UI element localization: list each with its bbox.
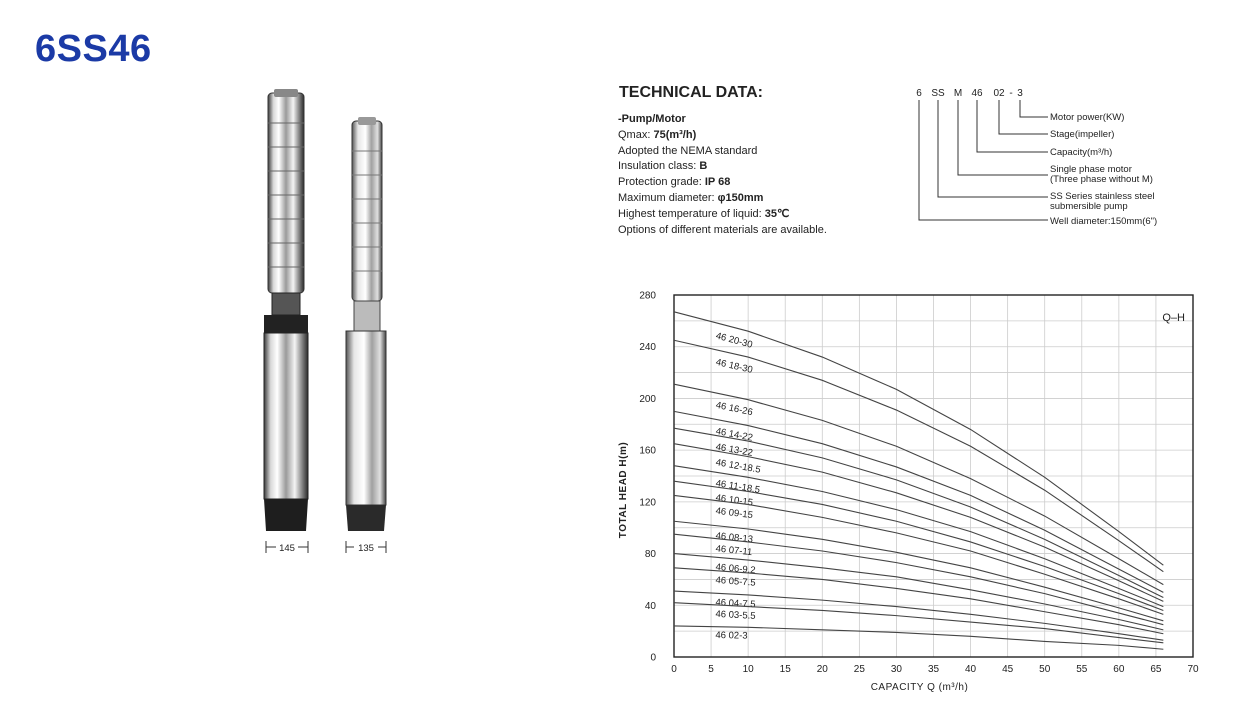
code-part: 46 <box>971 88 983 99</box>
y-axis-label: TOTAL HEAD H(m) <box>618 441 629 539</box>
x-tick-label: 55 <box>1076 664 1088 675</box>
pump-left <box>264 89 308 531</box>
curve-label: 46 02-3 <box>715 630 748 642</box>
code-desc: SS Series stainless steel <box>1050 191 1155 202</box>
code-part: 02 <box>993 88 1005 99</box>
tech-line: Qmax: 75(m³/h) <box>618 128 697 141</box>
code-desc: Well diameter:150mm(6") <box>1050 216 1158 227</box>
x-tick-label: 10 <box>742 664 754 675</box>
x-tick-label: 30 <box>890 664 902 675</box>
curve-label: 46 04-7.5 <box>715 597 756 611</box>
curve-label: 46 09-15 <box>714 505 754 522</box>
y-tick-label: 40 <box>644 600 656 612</box>
x-tick-label: 35 <box>927 664 940 675</box>
dim-left-label: 145 <box>279 543 295 554</box>
dim-right-label: 135 <box>358 543 374 554</box>
code-part: 6 <box>916 88 922 99</box>
x-tick-label: 45 <box>1002 664 1014 675</box>
pump-illustrations <box>250 85 410 565</box>
curve-label: 46 14-22 <box>714 425 754 444</box>
code-part: SS <box>931 88 945 99</box>
page-title: 6SS46 <box>35 28 152 70</box>
technical-heading: -Pump/Motor <box>618 113 686 125</box>
chart-title: Q–H <box>1162 312 1185 324</box>
y-tick-label: 80 <box>644 549 656 561</box>
code-desc: Single phase motor <box>1050 164 1132 175</box>
x-tick-label: 25 <box>853 664 865 675</box>
code-desc: Stage(impeller) <box>1050 129 1115 140</box>
x-tick-label: 70 <box>1187 664 1199 675</box>
curve-label: 46 07-11 <box>715 543 753 559</box>
curve-label: 46 11-18.5 <box>714 478 761 496</box>
code-desc: Capacity(m³/h) <box>1050 147 1113 158</box>
tech-line: Adopted the NEMA standard <box>618 144 758 157</box>
curve-label: 46 05-7.5 <box>715 574 756 589</box>
x-tick-label: 5 <box>708 664 714 675</box>
curve-label: 46 18-30 <box>714 356 754 376</box>
code-part: M <box>953 88 963 99</box>
curve-label: 46 10-15 <box>714 492 754 509</box>
curve-label: 46 06-9.2 <box>715 561 757 577</box>
curve-label: 46 20-30 <box>714 330 754 351</box>
y-tick-label: 160 <box>639 445 656 457</box>
x-tick-label: 0 <box>671 664 677 675</box>
y-tick-label: 280 <box>639 290 656 302</box>
x-tick-label: 20 <box>816 664 828 675</box>
qh-chart <box>600 283 1212 708</box>
x-tick-label: 60 <box>1113 664 1125 675</box>
code-desc: submersible pump <box>1050 201 1128 212</box>
y-tick-label: 200 <box>639 393 656 405</box>
x-tick-label: 50 <box>1039 664 1051 675</box>
code-part: 3 <box>1017 88 1023 99</box>
curve-label: 46 03-5.5 <box>715 608 756 622</box>
tech-line: Highest temperature of liquid: 35℃ <box>618 207 790 220</box>
curve-label: 46 13-22 <box>714 441 754 459</box>
model-code-diagram <box>900 82 1190 232</box>
tech-line: Options of different materials are available. <box>618 223 827 236</box>
x-tick-label: 40 <box>965 664 977 675</box>
technical-title: TECHNICAL DATA: <box>619 84 763 101</box>
curve-label: 46 08-13 <box>715 530 754 546</box>
y-tick-label: 0 <box>650 652 656 664</box>
code-part: - <box>1009 88 1013 99</box>
y-tick-label: 240 <box>639 342 656 354</box>
x-axis-label: CAPACITY Q (m³/h) <box>870 682 969 693</box>
tech-line: Protection grade: IP 68 <box>618 176 731 189</box>
x-tick-label: 15 <box>779 664 791 675</box>
x-tick-label: 65 <box>1150 664 1162 675</box>
tech-line: Maximum diameter: φ150mm <box>618 191 764 204</box>
code-desc: Motor power(KW) <box>1050 112 1125 123</box>
curve-label: 46 12-18.5 <box>714 457 762 476</box>
technical-list <box>618 112 827 238</box>
tech-line: Insulation class: B <box>618 160 708 173</box>
pump-right <box>346 117 386 531</box>
code-desc: (Three phase without M) <box>1050 174 1153 185</box>
y-tick-label: 120 <box>639 497 656 509</box>
curve-label: 46 16-26 <box>714 399 754 419</box>
